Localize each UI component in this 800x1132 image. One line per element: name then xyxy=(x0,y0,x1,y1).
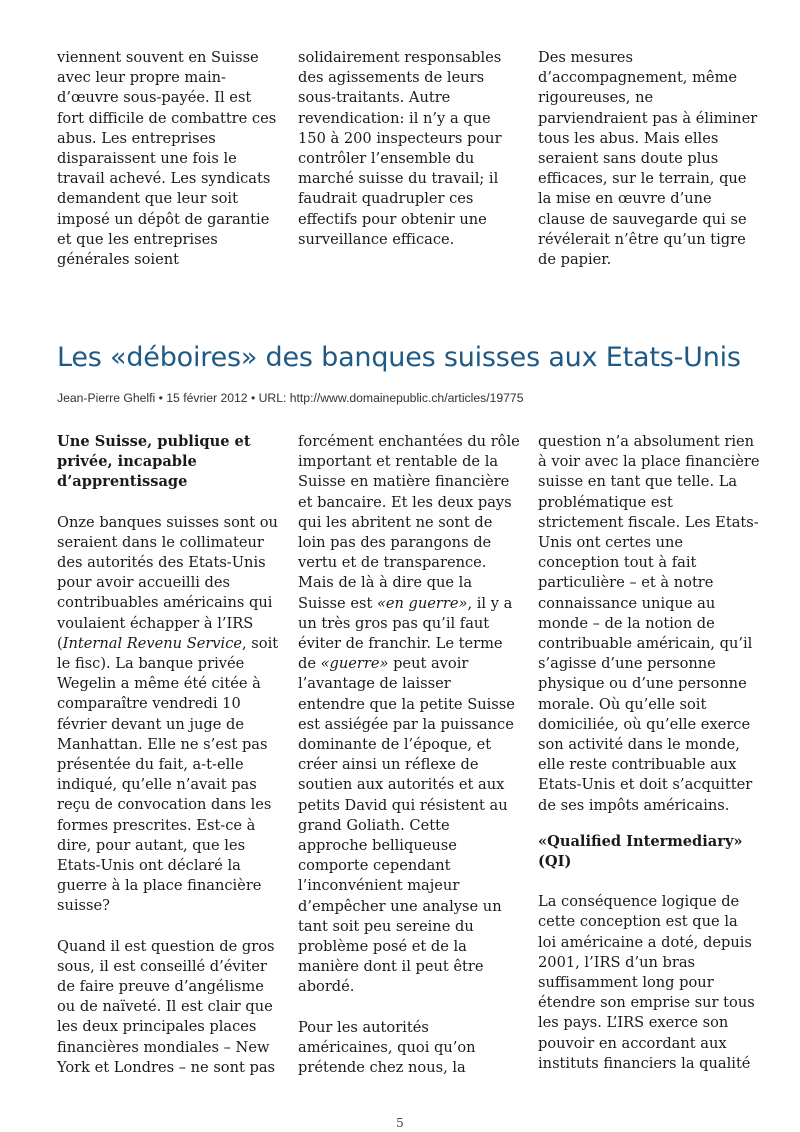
article-byline: Jean-Pierre Ghelfi • 15 février 2012 • URL: http://www.domainepublic.ch/articles/19775 xyxy=(57,391,524,405)
paragraph-3-part-a: forcément enchantées du rôle important et rentable de la Suisse en matière financière et bancaire. Et les deux pays qui les abritent ne sont de loin pas des parangons de vertu et de transparence. Mais de là à dire que la Suisse est xyxy=(298,433,520,612)
paragraph-2: Quand il est question de gros sous, il est conseillé d’éviter de faire preuve d’angélisme ou de naïveté. Il est clair que les deux principales places financières mondiales – New York et Londres – ne sont pas xyxy=(57,937,276,1076)
paragraph-6: La conséquence logique de cette conception est que la loi américaine a doté, depuis 2001, l’IRS d’un bras suffisamment long pour étendre son emprise sur tous les pays. L’IRS exerce son pouvoir en accordant aux instituts financiers la qualité xyxy=(538,893,755,1072)
article-title: Les «déboires» des banques suisses aux Etats-Unis xyxy=(57,342,741,373)
irs-name: Internal Revenu Service xyxy=(62,634,243,652)
paragraph-3-part-b: , il y a un très gros pas qu’il faut éviter de franchir. Le terme de xyxy=(298,594,513,673)
en-guerre-quote: «en guerre» xyxy=(376,594,468,612)
article-column-1 xyxy=(57,432,279,1078)
guerre-quote: «guerre» xyxy=(320,655,389,673)
subheading-public-private: Une Suisse, publique et privée, incapable d’apprentissage xyxy=(57,433,251,491)
top-col3-text: Des mesures d’accompagnement, même rigoureuses, ne parviendraient pas à éliminer tous les abus. Mais elles seraient sans doute plus efficaces, sur le terrain, que la mise en œuvre d’une clause de sauvegarde qui se révélerait n’être qu’un tigre de papier. xyxy=(538,49,758,269)
paragraph-4: Pour les autorités américaines, quoi qu’on prétende chez nous, la xyxy=(298,1018,476,1077)
top-col1-text: viennent souvent en Suisse avec leur propre main-d’œuvre sous-payée. Il est fort difficile de combattre ces abus. Les entreprises disparaissent une fois le travail achevé. Les syndicats demandent que leur soit imposé un dépôt de garantie et que les entreprises générales soient xyxy=(57,49,277,269)
top-col2-text: solidairement responsables des agissements de leurs sous-traitants. Autre revendication: il n’y a que 150 à 200 inspecteurs pour contrôler l’ensemble du marché suisse du travail; il faudrait quadrupler ces effectifs pour obtenir une surveillance efficace. xyxy=(298,49,502,248)
paragraph-3 xyxy=(298,432,520,998)
top-column-1 xyxy=(57,48,279,270)
top-column-2 xyxy=(298,48,520,250)
page-number: 5 xyxy=(396,1116,404,1130)
paragraph-3-part-c: peut avoir l’avantage de laisser entendre que la petite Suisse est assiégée par la puissance dominante de l’époque, et créer ainsi un réflexe de soutien aux autorités et aux petits David qui résistent au grand Goliath. Cette approche belliqueuse comporte cependant l’inconvénient majeur d’empêcher une analyse un tant soit peu sereine du problème posé et de la manière dont il peut être abordé. xyxy=(298,655,515,996)
top-column-3 xyxy=(538,48,760,270)
article-column-2 xyxy=(298,432,520,1078)
paragraph-1 xyxy=(57,513,279,917)
paragraph-5: question n’a absolument rien à voir avec la place financière suisse en tant que telle. La problématique est strictement fiscale. Les Etats-Unis ont certes une conception tout à fait particulière – et à notre connaissance unique au monde – de la notion de contribuable américain, qu’il s’agisse d’une personne physique ou d’une personne morale. Où qu’elle soit domiciliée, où qu’elle exerce son activité dans le monde, elle reste contribuable aux Etats-Unis et doit s’acquitter de ses impôts américains. xyxy=(538,433,760,814)
paragraph-1-part-b: , soit le fisc). La banque privée Wegelin a même été citée à comparaître vendredi 10 février devant un juge de Manhattan. Elle ne s’est pas présentée du fait, a-t-elle indiqué, qu’elle n’avait pas reçu de convocation dans les formes prescrites. Est-ce à dire, pour autant, que les Etats-Unis ont déclaré la guerre à la place financière suisse? xyxy=(57,634,279,915)
subheading-qualified-intermediary: «Qualified Intermediary» (QI) xyxy=(538,832,743,871)
paragraph-1-part-a: Onze banques suisses sont ou seraient dans le collimateur des autorités des Etats-Unis pour avoir accueilli des contribuables américains qui voulaient échapper à l’IRS ( xyxy=(57,513,278,652)
article-column-3 xyxy=(538,432,760,1074)
